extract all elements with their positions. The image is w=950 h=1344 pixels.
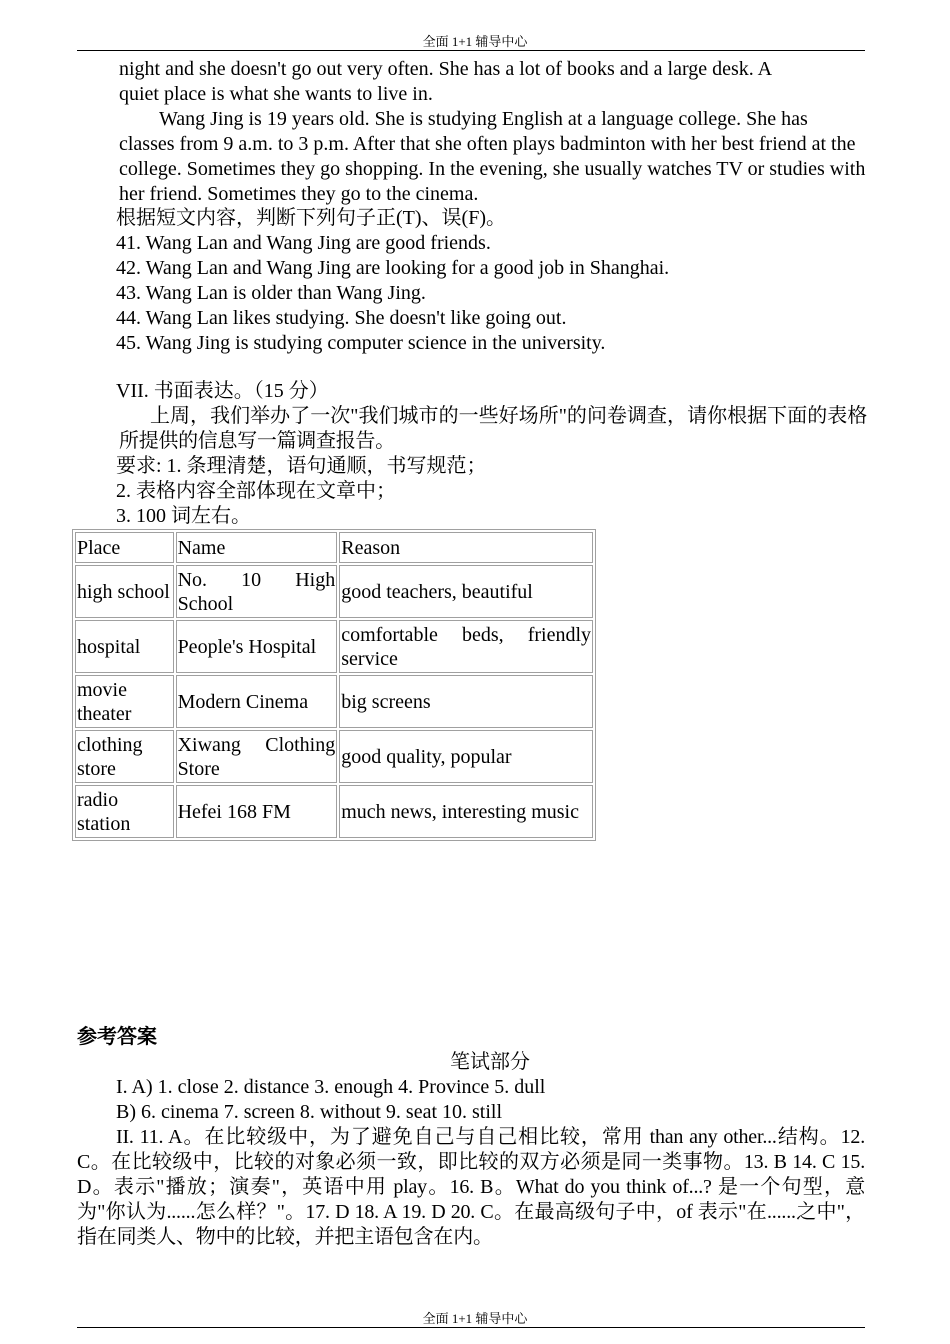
answers-section xyxy=(77,1075,867,1250)
table-cell: good quality, popular xyxy=(339,730,593,783)
answer-line-1: I. A) 1. close 2. distance 3. enough 4. Province 5. dull xyxy=(116,1076,546,1098)
table-header-cell: Place xyxy=(75,532,174,563)
table-row xyxy=(75,675,593,728)
tf-question-44: 44. Wang Lan likes studying. She doesn't like going out. xyxy=(116,307,567,329)
answer-line-2: B) 6. cinema 7. screen 8. without 9. seat 10. still xyxy=(116,1101,503,1123)
table-cell: Modern Cinema xyxy=(176,675,338,728)
table-row xyxy=(75,730,593,783)
table-cell: Hefei 168 FM xyxy=(176,785,338,838)
table-cell: clothing store xyxy=(75,730,174,783)
tf-question-42: 42. Wang Lan and Wang Jing are looking for a good job in Shanghai. xyxy=(116,257,670,279)
answers-title: 参考答案 xyxy=(77,1026,157,1048)
table-header-cell: Name xyxy=(176,532,338,563)
answers-subtitle: 笔试部分 xyxy=(450,1051,530,1073)
paragraph-line: night and she doesn't go out very often. She has a lot of books and a large desk. A xyxy=(119,58,773,80)
writing-intro xyxy=(77,404,867,454)
writing-requirement-3: 3. 100 词左右。 xyxy=(116,505,251,527)
table-cell: hospital xyxy=(75,620,174,673)
table-cell: high school xyxy=(75,565,174,618)
table-cell: People's Hospital xyxy=(176,620,338,673)
paragraph-wang-jing: Wang Jing is 19 years old. She is studying English at a language college. She has classes from 9 a.m. to 3 p.m. After that she often plays badminton with her best friend at the college. Sometimes they go shopping. In the evening, she usually watches TV or studies with her friend. Sometimes they go to the cinema. xyxy=(119,108,866,205)
table-row xyxy=(75,785,593,838)
reading-passage xyxy=(77,57,867,207)
table-cell: big screens xyxy=(339,675,593,728)
table-cell: No. 10 High School xyxy=(176,565,338,618)
table-row xyxy=(75,565,593,618)
table-cell: much news, interesting music xyxy=(339,785,593,838)
table-row xyxy=(75,620,593,673)
table-cell: good teachers, beautiful xyxy=(339,565,593,618)
table-cell: radio station xyxy=(75,785,174,838)
survey-table xyxy=(72,529,596,841)
table-cell: comfortable beds, friendly service xyxy=(339,620,593,673)
table-header-row xyxy=(75,532,593,563)
writing-intro-text: 上周，我们举办了一次"我们城市的一些好场所"的问卷调查，请你根据下面的表格所提供的信息写一篇调查报告。 xyxy=(119,405,867,452)
tf-question-43: 43. Wang Lan is older than Wang Jing. xyxy=(116,282,426,304)
paragraph-line: quiet place is what she wants to live in. xyxy=(119,83,433,105)
answer-paragraph: II. 11. A。在比较级中，为了避免自己与自己相比较，常用 than any other...结构。12. C。在比较级中，比较的对象必须一致，即比较的双方必须是同一类事物。13. B 14. C 15. D。表示"播放；演奏"，英语中用 play。16. B。What do you think of...? 是一个句型，意为"你认为......怎么样？"。17. D 18. A 19. D 20. C。在最高级句子中，of 表示"在......之中"，指在同类人、物中的比较，并把主语包含在内。 xyxy=(77,1126,865,1248)
page-header: 全面 1+1 辅导中心 xyxy=(422,34,528,49)
writing-heading: VII. 书面表达。（15 分） xyxy=(116,380,329,402)
writing-section xyxy=(77,379,867,529)
tf-question-41: 41. Wang Lan and Wang Jing are good friends. xyxy=(116,232,491,254)
page-footer: 全面 1+1 辅导中心 xyxy=(422,1311,528,1326)
tf-question-45: 45. Wang Jing is studying computer science in the university. xyxy=(116,332,606,354)
writing-requirement-1: 要求: 1. 条理清楚，语句通顺，书写规范； xyxy=(116,455,487,477)
header-rule xyxy=(77,50,865,51)
writing-requirement-2: 2. 表格内容全部体现在文章中； xyxy=(116,480,396,502)
table-header-cell: Reason xyxy=(339,532,593,563)
footer-rule xyxy=(77,1327,865,1328)
tf-instruction: 根据短文内容，判断下列句子正(T)、误(F)。 xyxy=(116,207,506,229)
table-cell: Xiwang Clothing Store xyxy=(176,730,338,783)
true-false-section xyxy=(77,206,867,356)
table-cell: movie theater xyxy=(75,675,174,728)
